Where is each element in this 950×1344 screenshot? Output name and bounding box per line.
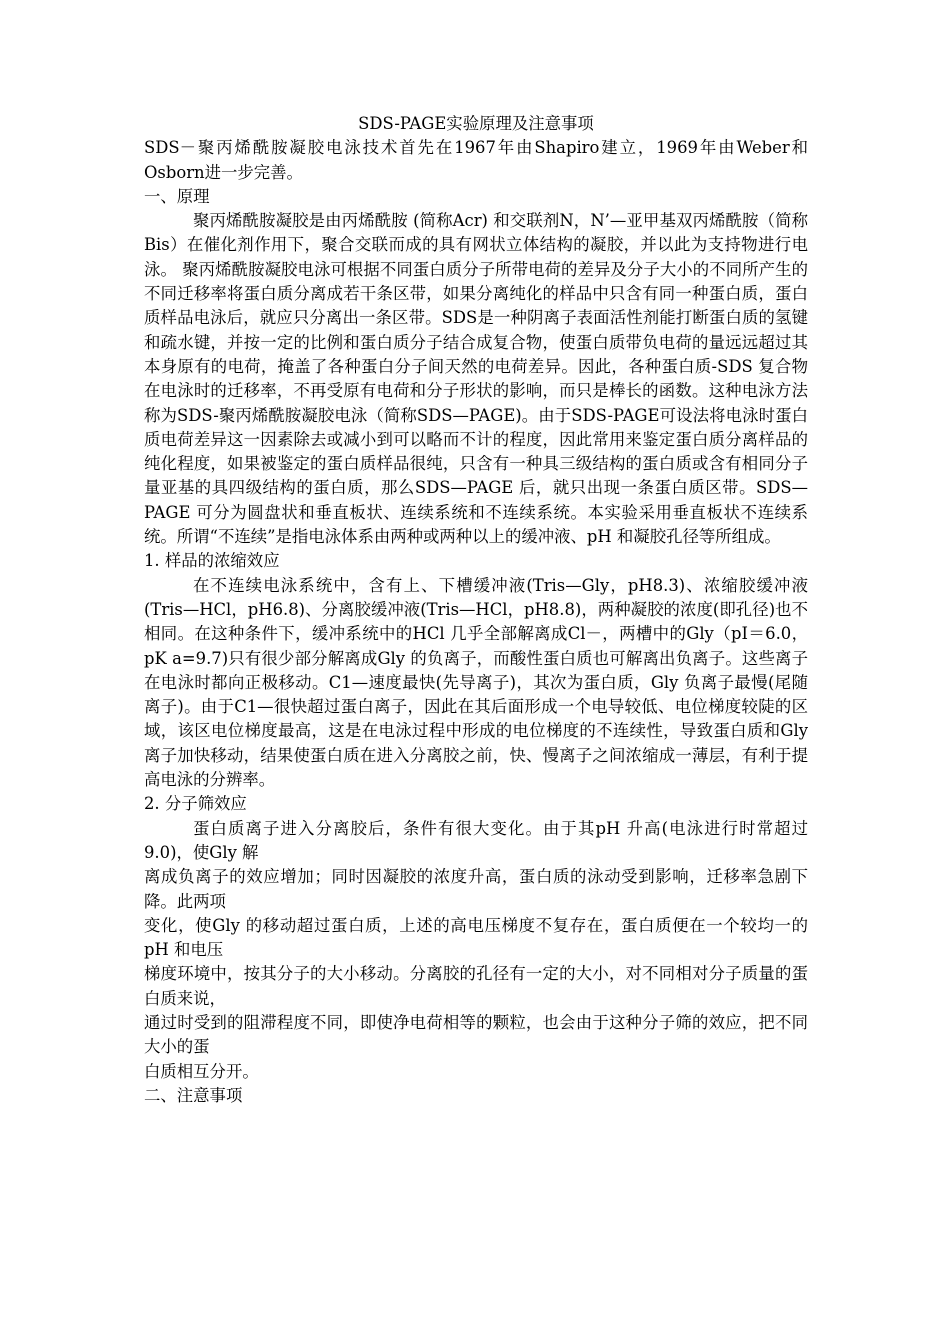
concentration-effect-paragraph: 在不连续电泳系统中，含有上、下槽缓冲液(Tris—Gly，pH8.3)、浓缩胶缓冲液(Tris—HCl，pH6.8)、分离胶缓冲液(Tris—HCl，pH8.8)，两种凝胶的浓度(即孔径)也不相同。在这种条件下，缓冲系统中的HCl 几乎全部解离成Cl－，两槽中的Gly（pI＝6.0，pK a=9.7)只有很少部分解离成Gly 的负离子，而酸性蛋白质也可解离出负离子。这些离子在电泳时都向正极移动。C1—速度最快(先导离子)，其次为蛋白质，Gly 负离子最慢(尾随离子)。由于C1—很快超过蛋白离子，因此在其后面形成一个电导较低、电位梯度较陡的区域，该区电位梯度最高，这是在电泳过程中形成的电位梯度的不连续性，导致蛋白质和Gly 离子加快移动，结果使蛋白质在进入分离胶之前，快、慢离子之间浓缩成一薄层，有利于提高电泳的分辨率。 [144, 575, 808, 790]
sieving-effect-line: 梯度环境中，按其分子的大小移动。分离胶的孔径有一定的大小，对不同相对分子质量的蛋白质来说， [144, 964, 808, 1008]
section-heading-principle: 一、原理 [144, 186, 210, 206]
principle-paragraph: 聚丙烯酰胺凝胶是由丙烯酰胺 (简称Acr) 和交联剂N，N’—亚甲基双丙烯酰胺（简称Bis）在催化剂作用下，聚合交联而成的具有网状立体结构的凝胶，并以此为支持物进行电泳。 聚丙烯酰胺凝胶电泳可根据不同蛋白质分子所带电荷的差异及分子大小的不同所产生的不同迁移率将蛋白质分离成若干条区带，如果分离纯化的样品中只含有同一种蛋白质，蛋白质样品电泳后，就应只分离出一条区带。SDS是一种阴离子表面活性剂能打断蛋白质的氢键和疏水键，并按一定的比例和蛋白质分子结合成复合物，使蛋白质带负电荷的量远远超过其本身原有的电荷，掩盖了各种蛋白分子间天然的电荷差异。因此，各种蛋白质-SDS 复合物在电泳时的迁移率，不再受原有电荷和分子形状的影响，而只是棒长的函数。这种电泳方法称为SDS-聚丙烯酰胺凝胶电泳（简称SDS—PAGE)。由于SDS-PAGE可设法将电泳时蛋白质电荷差异这一因素除去或减小到可以略而不计的程度，因此常用来鉴定蛋白质分离样品的纯化程度，如果被鉴定的蛋白质样品很纯，只含有一种具三级结构的蛋白质或含有相同分子量亚基的具四级结构的蛋白质，那么SDS—PAGE 后，就只出现一条蛋白质区带。SDS—PAGE 可分为圆盘状和垂直板状、连续系统和不连续系统。本实验采用垂直板状不连续系统。所谓“不连续”是指电泳体系由两种或两种以上的缓冲液、pH 和凝胶孔径等所组成。 [144, 211, 808, 547]
sieving-effect-line: 通过时受到的阻滞程度不同，即使净电荷相等的颗粒，也会由于这种分子筛的效应，把不同大小的蛋 [144, 1012, 808, 1057]
document-title: SDS-PAGE实验原理及注意事项 [358, 114, 594, 133]
document-body [144, 112, 808, 1108]
sieving-effect-line: 变化，使Gly 的移动超过蛋白质，上述的高电压梯度不复存在，蛋白质便在一个较均一的pH 和电压 [144, 915, 808, 960]
section-heading-precautions: 二、注意事项 [144, 1085, 243, 1105]
subsection-heading-sieving-effect: 2. 分子筛效应 [144, 794, 247, 814]
intro-paragraph: SDS－聚丙烯酰胺凝胶电泳技术首先在1967年由Shapiro建立，1969年由Weber和Osborn进一步完善。 [144, 138, 808, 182]
sieving-effect-line: 白质相互分开。 [144, 1061, 259, 1081]
sieving-effect-line: 蛋白质离子进入分离胶后，条件有很大变化。由于其pH 升高(电泳进行时常超过9.0)，使Gly 解 [144, 818, 808, 862]
subsection-heading-concentration-effect: 1. 样品的浓缩效应 [144, 551, 280, 571]
sieving-effect-line: 离成负离子的效应增加；同时因凝胶的浓度升高，蛋白质的泳动受到影响，迁移率急剧下降。此两项 [144, 867, 808, 911]
sieving-effect-paragraph [144, 817, 808, 1084]
